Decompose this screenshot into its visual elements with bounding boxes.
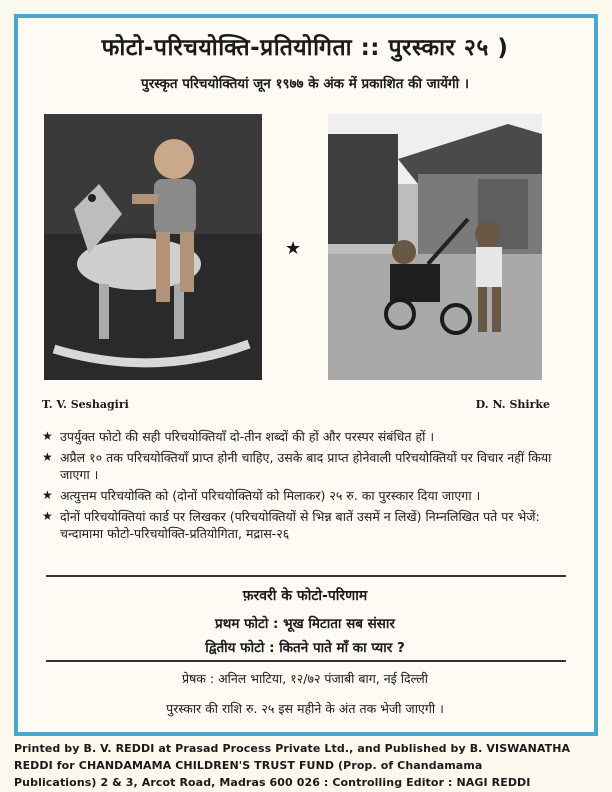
rules-list <box>42 428 562 546</box>
star-bullet-icon: ★ <box>42 509 53 523</box>
divider-bottom <box>46 660 566 662</box>
results-title: फ़रवरी के फोटो-परिणाम <box>242 588 368 604</box>
star-bullet-icon: ★ <box>42 488 53 502</box>
photo-credit-left: T. V. Seshagiri <box>42 398 129 411</box>
rule-text: उपर्युक्त फोटो की सही परिचयोक्तियाँ दो-तीन शब्दों की हों और परस्पर संबंधित हों । <box>60 429 435 444</box>
rule-text: अत्युत्तम परिचयोक्ति को (दोनों परिचयोक्तियों को मिलाकर) २५ रु. का पुरस्कार दिया जाएगा । <box>60 488 481 503</box>
rule-item <box>42 487 562 504</box>
imprint-footer <box>14 740 598 791</box>
separator-star: ★ <box>285 238 302 259</box>
contest-panel <box>30 30 580 720</box>
star-bullet-icon: ★ <box>42 450 53 464</box>
rule-item <box>42 449 562 483</box>
sender-line: प्रेषक : अनिल भाटिया, १२/७२ पंजाबी बाग, नई दिल्ली <box>181 671 429 686</box>
star-bullet-icon: ★ <box>42 429 53 443</box>
page-title: फोटो-परिचयोक्ति-प्रतियोगिता :: पुरस्कार २५ ) <box>101 35 509 61</box>
footer-line-2: REDDI for CHANDAMAMA CHILDREN'S TRUST FUND (Prop. of Chandamama <box>14 759 483 772</box>
rule-text: दोनों परिचयोक्तियां कार्ड पर लिखकर (परिचयोक्तियों से भिन्न बातें उसमें न लिखें) निम्नलिखित पते पर भेजें: चन्दामामा फोटो-परिचयोक्ति-प्रतियोगिता, मद्रास-२६ <box>60 509 540 541</box>
photo-boys-with-pram <box>328 114 542 380</box>
footer-line-3: Publications) 2 & 3, Arcot Road, Madras 600 026 : Controlling Editor : NAGI REDDI <box>14 776 531 789</box>
second-photo-result: द्वितीय फोटो : कितने पाते माँ का प्यार ? <box>205 640 405 656</box>
rule-item <box>42 508 562 542</box>
photo-credit-right: D. N. Shirke <box>475 398 550 411</box>
photo-child-rocking-horse <box>44 114 262 380</box>
page-subtitle: पुरस्कृत परिचयोक्तियां जून १९७७ के अंक में प्रकाशित की जायेंगी । <box>141 76 469 92</box>
footer-line-1: Printed by B. V. REDDI at Prasad Process Private Ltd., and Published by B. VISWANATHA <box>14 742 571 755</box>
prize-note: पुरस्कार की राशि रु. २५ इस महीने के अंत तक भेजी जाएगी । <box>166 701 444 716</box>
rule-text: अप्रैल १० तक परिचयोक्तियाँ प्राप्त होनी चाहिए, उसके बाद प्राप्त होनेवाली परिचयोक्तियों पर विचार नहीं किया जाएगा । <box>60 450 552 482</box>
rule-item <box>42 428 562 445</box>
first-photo-result: प्रथम फोटो : भूख मिटाता सब संसार <box>215 616 395 632</box>
divider-top <box>46 575 566 577</box>
